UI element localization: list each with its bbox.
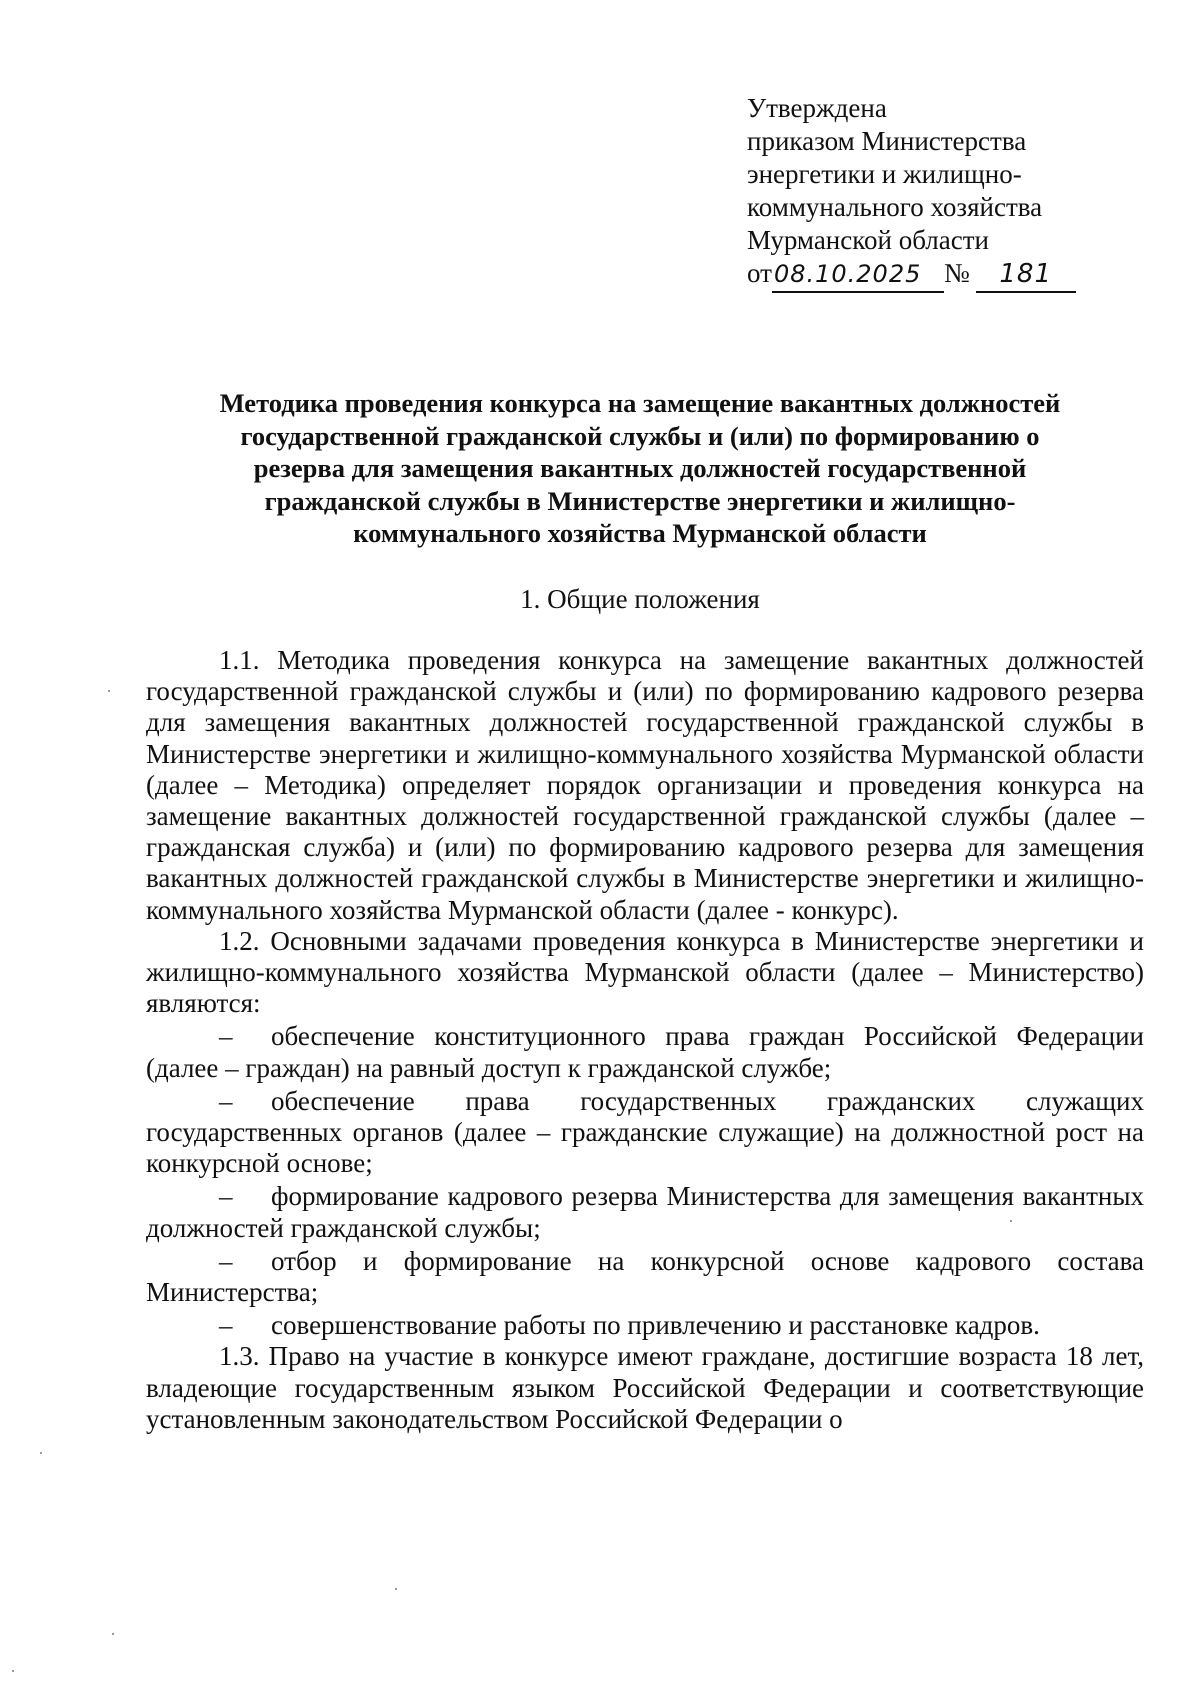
paragraph-1-2: 1.2. Основными задачами проведения конкурса в Министерстве энергетики и жилищно-коммунального хозяйства Мурманской области (далее – Министерство) являются: xyxy=(146,925,1144,1019)
list-item-text: совершенствование работы по привлечению и расстановке кадров. xyxy=(271,1310,1040,1341)
dash-marker: – xyxy=(219,1245,233,1276)
scan-speck xyxy=(395,1588,397,1590)
title-line: резерва для замещения вакантных должностей государственной xyxy=(253,453,1027,483)
list-item xyxy=(146,1246,1144,1308)
handwritten-order-number: 181 xyxy=(976,258,1076,293)
list-item-text: обеспечение права государственных гражданских служащих государственных органов (далее – гражданские служащие) на должностной рост на конкурсной основе; xyxy=(146,1085,1144,1179)
approval-line-ministry-2: коммунального хозяйства xyxy=(747,192,1043,222)
handwritten-date: 08.10.2025 xyxy=(772,258,944,293)
scan-speck xyxy=(108,690,110,692)
approval-line-region: Мурманской области xyxy=(747,225,989,255)
paragraph-1-1: 1.1. Методика проведения конкурса на замещение вакантных должностей государственной гражданской службы и (или) по формированию кадрового резерва для замещения вакантных должностей государственной гражданской службы в Министерстве энергетики и жилищно-коммунального хозяйства Мурманской области (далее – Методика) определяет порядок организации и проведения конкурса на замещение вакантных должностей государственной гражданской службы (далее – гражданская служба) и (или) по формированию кадрового резерва для замещения вакантных должностей гражданской службы в Министерстве энергетики и жилищно-коммунального хозяйства Мурманской области (далее - конкурс). xyxy=(146,645,1144,925)
list-item-text: обеспечение конституционного права граждан Российской Федерации (далее – граждан) на равный доступ к гражданской службе; xyxy=(146,1021,1144,1083)
number-label: № xyxy=(943,258,970,288)
title-line: коммунального хозяйства Мурманской области xyxy=(353,518,927,548)
list-item xyxy=(146,1181,1144,1243)
list-item xyxy=(146,1086,1144,1180)
scan-speck xyxy=(112,1633,114,1635)
list-item-text: отбор и формирование на конкурсной основе кадрового состава Министерства; xyxy=(146,1245,1144,1308)
list-item xyxy=(146,1310,1144,1341)
title-line: государственной гражданской службы и (или) по формированию о xyxy=(240,420,1040,451)
list-item xyxy=(146,1021,1144,1083)
dash-marker: – xyxy=(219,1310,233,1341)
approval-line-approved: Утверждена xyxy=(747,93,887,123)
scan-speck xyxy=(12,1670,14,1672)
approval-stamp-block xyxy=(747,92,1087,293)
section-heading: 1. Общие положения xyxy=(520,584,760,614)
approval-line-order: приказом Министерства xyxy=(747,126,1027,156)
dash-marker: – xyxy=(219,1021,233,1052)
title-line: Методика проведения конкурса на замещение вакантных должностей xyxy=(219,388,1061,418)
approval-date-number-line xyxy=(747,257,1087,293)
list-item-text: формирование кадрового резерва Министерства для замещения вакантных должностей гражданской службы; xyxy=(146,1181,1144,1243)
dash-marker: – xyxy=(219,1085,233,1116)
document-title xyxy=(150,387,1130,550)
from-label: от xyxy=(747,258,772,288)
approval-line-ministry-1: энергетики и жилищно- xyxy=(747,159,1022,189)
title-line: гражданской службы в Министерстве энергетики и жилищно- xyxy=(264,485,1016,516)
scan-speck xyxy=(1010,1220,1012,1222)
scan-speck xyxy=(40,1452,42,1454)
dash-marker: – xyxy=(219,1181,233,1212)
document-body xyxy=(146,645,1144,1435)
paragraph-1-3: 1.3. Право на участие в конкурсе имеют граждане, достигшие возраста 18 лет, владеющие государственным языком Российской Федерации и соответствующие установленным законодательством Российской Федерации о xyxy=(146,1341,1144,1434)
